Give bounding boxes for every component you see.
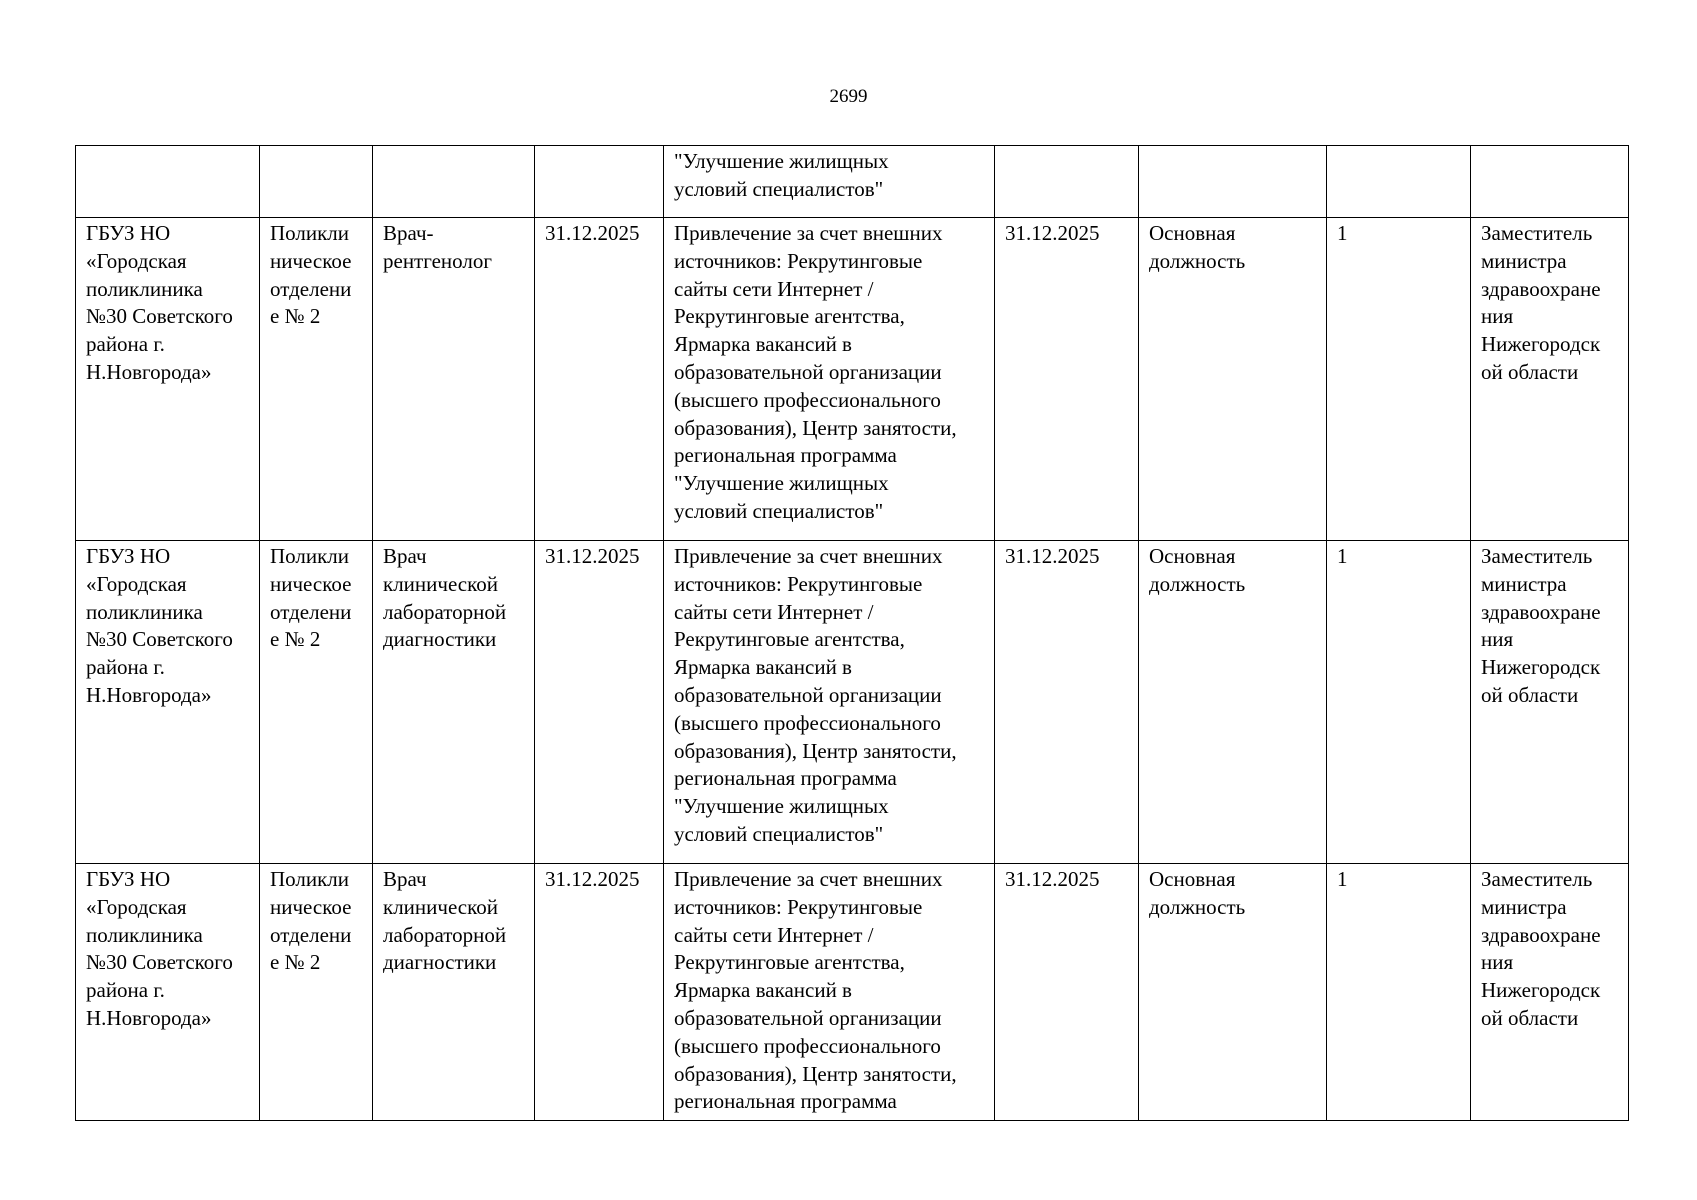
cell-text-line: Заместитель: [1481, 544, 1593, 568]
method-cell: [664, 541, 995, 864]
cell-text-line: е № 2: [270, 950, 321, 975]
cell-text-line: Привлечение за счет внешних: [674, 867, 943, 891]
department-cell: [260, 864, 373, 1121]
department-cell: [260, 218, 373, 541]
cell-text-line: «Городская: [86, 248, 187, 273]
cell-text-line: "Улучшение жилищных: [674, 149, 889, 173]
position-cell: [373, 218, 535, 541]
cell-text-line: источников: Рекрутинговые: [674, 248, 923, 273]
cell-text-line: сайты сети Интернет /: [674, 922, 874, 947]
cell-text-line: отделени: [270, 922, 352, 947]
cell-text-line: Привлечение за счет внешних: [674, 544, 943, 568]
deadline-cell: [535, 541, 664, 864]
cell-text-line: Рекрутинговые агентства,: [674, 304, 905, 329]
cell-text-line: (высшего профессионального: [674, 710, 941, 735]
cell-text-line: Врач: [383, 544, 427, 568]
vacancy-table: [75, 145, 1629, 1121]
cell-text-line: 31.12.2025: [1005, 221, 1100, 245]
cell-text-line: должность: [1149, 571, 1246, 596]
cell-text-line: сайты сети Интернет /: [674, 599, 874, 624]
method-cell: [664, 218, 995, 541]
cell-text-line: "Улучшение жилищных: [674, 471, 889, 496]
department-cell: [260, 146, 373, 218]
position-type-cell: [1139, 864, 1327, 1121]
cell-text-line: образовательной организации: [674, 1005, 942, 1030]
cell-text-line: Н.Новгорода»: [86, 682, 212, 707]
cell-text-line: "Улучшение жилищных: [674, 794, 889, 819]
cell-text-line: источников: Рекрутинговые: [674, 894, 923, 919]
cell-text-line: источников: Рекрутинговые: [674, 571, 923, 596]
table-row: [76, 541, 1629, 864]
cell-text-line: №30 Советского: [86, 950, 233, 975]
cell-text-line: Рекрутинговые агентства,: [674, 950, 905, 975]
cell-text-line: Нижегородск: [1481, 978, 1601, 1003]
cell-text-line: е № 2: [270, 627, 321, 652]
cell-text-line: Ярмарка вакансий в: [674, 332, 852, 357]
cell-text-line: сайты сети Интернет /: [674, 276, 874, 301]
cell-text-line: отделени: [270, 599, 352, 624]
cell-text-line: региональная программа: [674, 766, 897, 791]
cell-text-line: 31.12.2025: [1005, 867, 1100, 891]
cell-text-line: Основная: [1149, 867, 1236, 891]
institution-cell: [76, 146, 260, 218]
cell-text-line: ГБУЗ НО: [86, 867, 171, 891]
cell-text-line: ой области: [1481, 682, 1579, 707]
date-cell: [995, 218, 1139, 541]
position-cell: [373, 541, 535, 864]
deadline-cell: [535, 218, 664, 541]
table-row: [76, 218, 1629, 541]
cell-text-line: 31.12.2025: [545, 221, 640, 245]
position-type-cell: [1139, 146, 1327, 218]
cell-text-line: Рекрутинговые агентства,: [674, 627, 905, 652]
cell-text-line: ния: [1481, 304, 1514, 329]
cell-text-line: (высшего профессионального: [674, 1033, 941, 1058]
cell-text-line: района г.: [86, 655, 165, 680]
cell-text-line: лабораторной: [383, 599, 507, 624]
cell-text-line: е № 2: [270, 304, 321, 329]
cell-text-line: министра: [1481, 571, 1567, 596]
cell-text-line: здравоохране: [1481, 276, 1601, 301]
cell-text-line: должность: [1149, 894, 1246, 919]
cell-text-line: района г.: [86, 978, 165, 1003]
cell-text-line: рентгенолог: [383, 248, 492, 273]
cell-text-line: Поликли: [270, 544, 350, 568]
cell-text-line: Нижегородск: [1481, 332, 1601, 357]
cell-text-line: Ярмарка вакансий в: [674, 978, 852, 1003]
cell-text-line: лабораторной: [383, 922, 507, 947]
cell-text-line: министра: [1481, 894, 1567, 919]
method-cell: [664, 146, 995, 218]
cell-text-line: Поликли: [270, 221, 350, 245]
deadline-cell: [535, 146, 664, 218]
count-cell: [1327, 864, 1471, 1121]
cell-text-line: 1: [1337, 221, 1348, 245]
cell-text-line: образовательной организации: [674, 682, 942, 707]
deadline-cell: [535, 864, 664, 1121]
date-cell: [995, 146, 1139, 218]
cell-text-line: «Городская: [86, 571, 187, 596]
cell-text-line: 31.12.2025: [1005, 544, 1100, 568]
cell-text-line: Врач: [383, 867, 427, 891]
cell-text-line: Н.Новгорода»: [86, 1005, 212, 1030]
position-cell: [373, 146, 535, 218]
cell-text-line: должность: [1149, 248, 1246, 273]
count-cell: [1327, 146, 1471, 218]
cell-text-line: Н.Новгорода»: [86, 359, 212, 384]
cell-text-line: условий специалистов": [674, 176, 884, 201]
cell-text-line: условий специалистов": [674, 498, 884, 523]
cell-text-line: ния: [1481, 950, 1514, 975]
cell-text-line: Привлечение за счет внешних: [674, 221, 943, 245]
position-cell: [373, 864, 535, 1121]
cell-text-line: образования), Центр занятости,: [674, 738, 957, 763]
count-cell: [1327, 218, 1471, 541]
cell-text-line: Нижегородск: [1481, 655, 1601, 680]
cell-text-line: поликлиника: [86, 276, 203, 301]
date-cell: [995, 864, 1139, 1121]
cell-text-line: Ярмарка вакансий в: [674, 655, 852, 680]
cell-text-line: Заместитель: [1481, 867, 1593, 891]
institution-cell: [76, 864, 260, 1121]
cell-text-line: 1: [1337, 544, 1348, 568]
cell-text-line: образовательной организации: [674, 359, 942, 384]
table-body: [76, 146, 1629, 1121]
cell-text-line: ния: [1481, 627, 1514, 652]
cell-text-line: ой области: [1481, 1005, 1579, 1030]
responsible-cell: [1471, 146, 1629, 218]
cell-text-line: №30 Советского: [86, 304, 233, 329]
cell-text-line: ГБУЗ НО: [86, 221, 171, 245]
cell-text-line: ГБУЗ НО: [86, 544, 171, 568]
responsible-cell: [1471, 218, 1629, 541]
cell-text-line: клинической: [383, 894, 498, 919]
responsible-cell: [1471, 541, 1629, 864]
cell-text-line: здравоохране: [1481, 922, 1601, 947]
cell-text-line: ническое: [270, 894, 352, 919]
cell-text-line: министра: [1481, 248, 1567, 273]
count-cell: [1327, 541, 1471, 864]
cell-text-line: здравоохране: [1481, 599, 1601, 624]
cell-text-line: Основная: [1149, 544, 1236, 568]
table-row: [76, 146, 1629, 218]
cell-text-line: региональная программа: [674, 1089, 897, 1114]
cell-text-line: Поликли: [270, 867, 350, 891]
method-cell: [664, 864, 995, 1121]
cell-text-line: поликлиника: [86, 922, 203, 947]
cell-text-line: района г.: [86, 332, 165, 357]
page-number: 2699: [829, 86, 868, 107]
department-cell: [260, 541, 373, 864]
responsible-cell: [1471, 864, 1629, 1121]
cell-text-line: (высшего профессионального: [674, 387, 941, 412]
cell-text-line: 31.12.2025: [545, 544, 640, 568]
cell-text-line: региональная программа: [674, 443, 897, 468]
cell-text-line: Заместитель: [1481, 221, 1593, 245]
cell-text-line: клинической: [383, 571, 498, 596]
institution-cell: [76, 541, 260, 864]
cell-text-line: «Городская: [86, 894, 187, 919]
cell-text-line: ой области: [1481, 359, 1579, 384]
cell-text-line: диагностики: [383, 627, 497, 652]
date-cell: [995, 541, 1139, 864]
cell-text-line: диагностики: [383, 950, 497, 975]
position-type-cell: [1139, 218, 1327, 541]
cell-text-line: Основная: [1149, 221, 1236, 245]
table-row: [76, 864, 1629, 1121]
cell-text-line: ническое: [270, 248, 352, 273]
cell-text-line: поликлиника: [86, 599, 203, 624]
cell-text-line: 1: [1337, 867, 1348, 891]
cell-text-line: №30 Советского: [86, 627, 233, 652]
cell-text-line: ническое: [270, 571, 352, 596]
cell-text-line: образования), Центр занятости,: [674, 1061, 957, 1086]
institution-cell: [76, 218, 260, 541]
cell-text-line: условий специалистов": [674, 821, 884, 846]
cell-text-line: 31.12.2025: [545, 867, 640, 891]
cell-text-line: Врач-: [383, 221, 434, 245]
cell-text-line: образования), Центр занятости,: [674, 415, 957, 440]
cell-text-line: отделени: [270, 276, 352, 301]
position-type-cell: [1139, 541, 1327, 864]
